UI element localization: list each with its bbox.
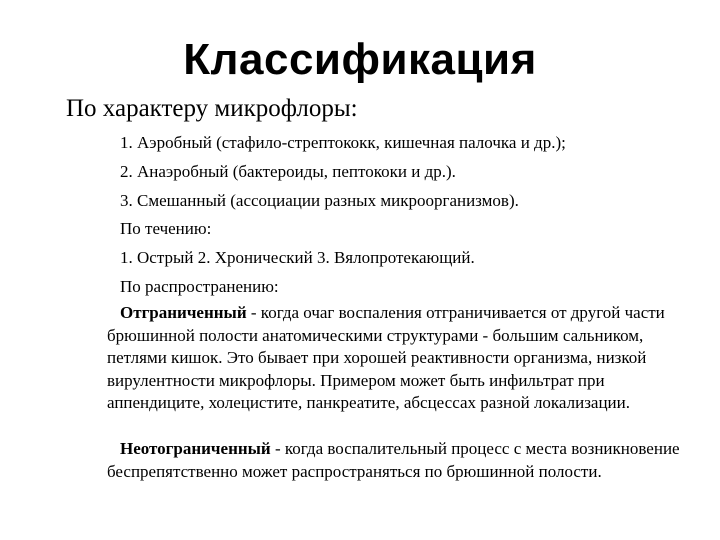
list-item-course-types: 1. Острый 2. Хронический 3. Вялопротекающий. <box>120 248 475 267</box>
paragraph-undelimited <box>107 438 692 483</box>
paragraph-delimited <box>107 302 692 415</box>
list-item-aerobic: 1. Аэробный (стафило-стрептококк, кишечная палочка и др.); <box>120 133 566 152</box>
paragraph-delimited-text: - когда очаг воспаления отграничивается от другой части брюшинной полости анатомическими структурами - большим сальником, петлями кишок. Это бывает при хорошей реактивности организма, низкой вирулентности микрофлоры. Примером может быть инфильтрат при аппендиците, холецистите, панкреатите, абсцессах разной локализации. <box>107 303 665 412</box>
list-item-mixed: 3. Смешанный (ассоциации разных микроорганизмов). <box>120 191 519 210</box>
paragraph-undelimited-text: - когда воспалительный процесс с места возникновение беспрепятственно может распространяться по брюшинной полости. <box>107 439 680 481</box>
section-heading-course: По течению: <box>120 219 212 238</box>
term-undelimited: Неотограниченный <box>120 439 271 458</box>
list-item-anaerobic: 2. Анаэробный (бактероиды, пептококи и др.). <box>120 162 456 181</box>
term-delimited: Отграниченный <box>120 303 247 322</box>
slide-title: Классификация <box>183 35 537 84</box>
section-heading-microflora: По характеру микрофлоры: <box>66 95 358 122</box>
section-heading-spread: По распространению: <box>120 277 279 296</box>
